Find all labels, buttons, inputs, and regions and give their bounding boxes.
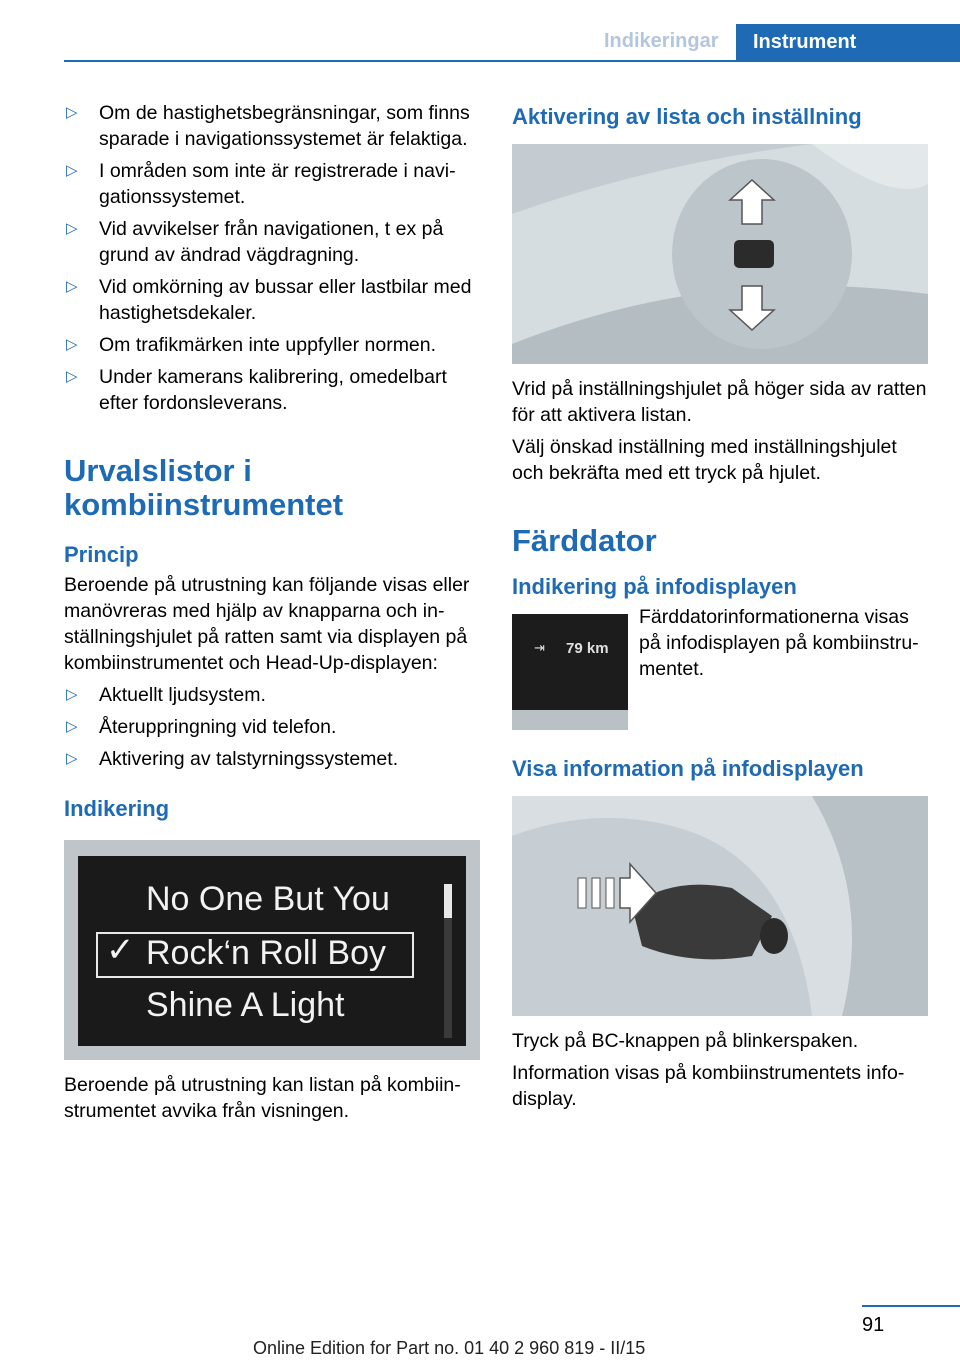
visa-paragraph-2: Information visas på kombiinstrumentets infodisplay. [512,1062,905,1110]
triangle-bullet-icon: ▷ [66,718,78,735]
heading-indikering: Indikering [64,796,170,821]
triangle-bullet-icon: ▷ [66,368,78,385]
heading-visa-information: Visa information på infodisplayen [512,756,864,781]
online-edition-note: Online Edition for Part no. 01 40 2 960 819 - II/15 [253,1338,646,1358]
right-column [512,100,930,1118]
range-value: 79 km [566,640,609,657]
turn-signal-lever-image [512,796,928,1016]
princip-paragraph: Beroende på utrustning kan följande visas eller manövreras med hjälp av knapparna och inställningshjulet på ratten samt via displayen på kombiinstrumentet och Head-Up-displayen: [64,574,470,674]
heading-indikering-info: Indikering på infodisplayen [512,574,797,599]
list-item: ▷ Vid omkörning av bussar eller lastbilar med hastighetsdekaler. [66,276,472,324]
list-entry: Shine A Light [146,986,345,1024]
list-item: ▷ Aktivering av talstyrningssystemet. [66,748,399,770]
fuel-range-icon: ⇥ [534,640,545,655]
aktivering-paragraph-1: Vrid på inställningshjulet på höger sida av ratten för att aktivera listan. [512,378,927,426]
section-title: Indikeringar [604,30,719,52]
page-number: 91 [862,1314,885,1336]
infodisplay-screen [512,614,628,710]
triangle-bullet-icon: ▷ [66,220,78,237]
check-icon: ✓ [106,931,135,969]
selection-list-display-image [64,840,480,1060]
footer-rule [862,1305,960,1307]
list-item: ▷ Återuppringning vid telefon. [66,716,337,738]
triangle-bullet-icon: ▷ [66,686,78,703]
list-item: ▷ Vid avvikelser från navigationen, t ex på grund av ändrad vägdragning. [66,218,444,266]
thumbwheel-illustration [512,144,928,364]
info-block [512,604,930,734]
list-entry: No One But You [146,880,390,918]
list-item: ▷ Om trafikmärken inte uppfyller normen. [66,334,437,356]
list-entry-selected: Rock‘n Roll Boy [146,934,386,972]
list-item: ▷ Aktuellt ljudsystem. [66,684,266,706]
visa-paragraph-1: Tryck på BC-knappen på blinkerspaken. [512,1030,859,1052]
list-item: ▷ Om de hastighetsbegränsningar, som finns sparade i navigationssystemet är felaktiga. [66,102,470,150]
bullet-list-conditions [64,100,482,416]
scrollbar-thumb [444,884,452,918]
header-rule [64,60,960,62]
infodisplay-image [512,614,628,730]
triangle-bullet-icon: ▷ [66,104,78,121]
heading-aktivering: Aktivering av lista och inställning [512,104,862,129]
heading-farddator: Färddator [512,523,657,558]
triangle-bullet-icon: ▷ [66,162,78,179]
bullet-list-features [64,682,482,772]
chapter-tab: Instrument [736,24,960,62]
heading-princip: Princip [64,542,139,567]
triangle-bullet-icon: ▷ [66,336,78,353]
steering-wheel-thumbwheel-image [512,144,928,364]
left-column [64,100,482,1130]
list-item: ▷ Under kamerans kalibrering, omedelbart efter fordonsleverans. [66,366,447,414]
list-item: ▷ I områden som inte är registrerade i navigationssystemet. [66,160,456,208]
indikering-paragraph: Beroende på utrustning kan listan på kombiinstrumentet avvika från visningen. [64,1074,461,1122]
triangle-bullet-icon: ▷ [66,750,78,767]
lever-illustration [512,796,928,1016]
display-screen [78,856,466,1046]
aktivering-paragraph-2: Välj önskad inställning med inställningshjulet och bekräfta med ett tryck på hjulet. [512,436,897,484]
triangle-bullet-icon: ▷ [66,278,78,295]
info-paragraph: Färddatorinformationerna visas på infodisplayen på kombiinstrumentet. [639,606,919,680]
heading-urvalslistor: Urvalslistor i kombiinstrumentet [64,453,344,522]
